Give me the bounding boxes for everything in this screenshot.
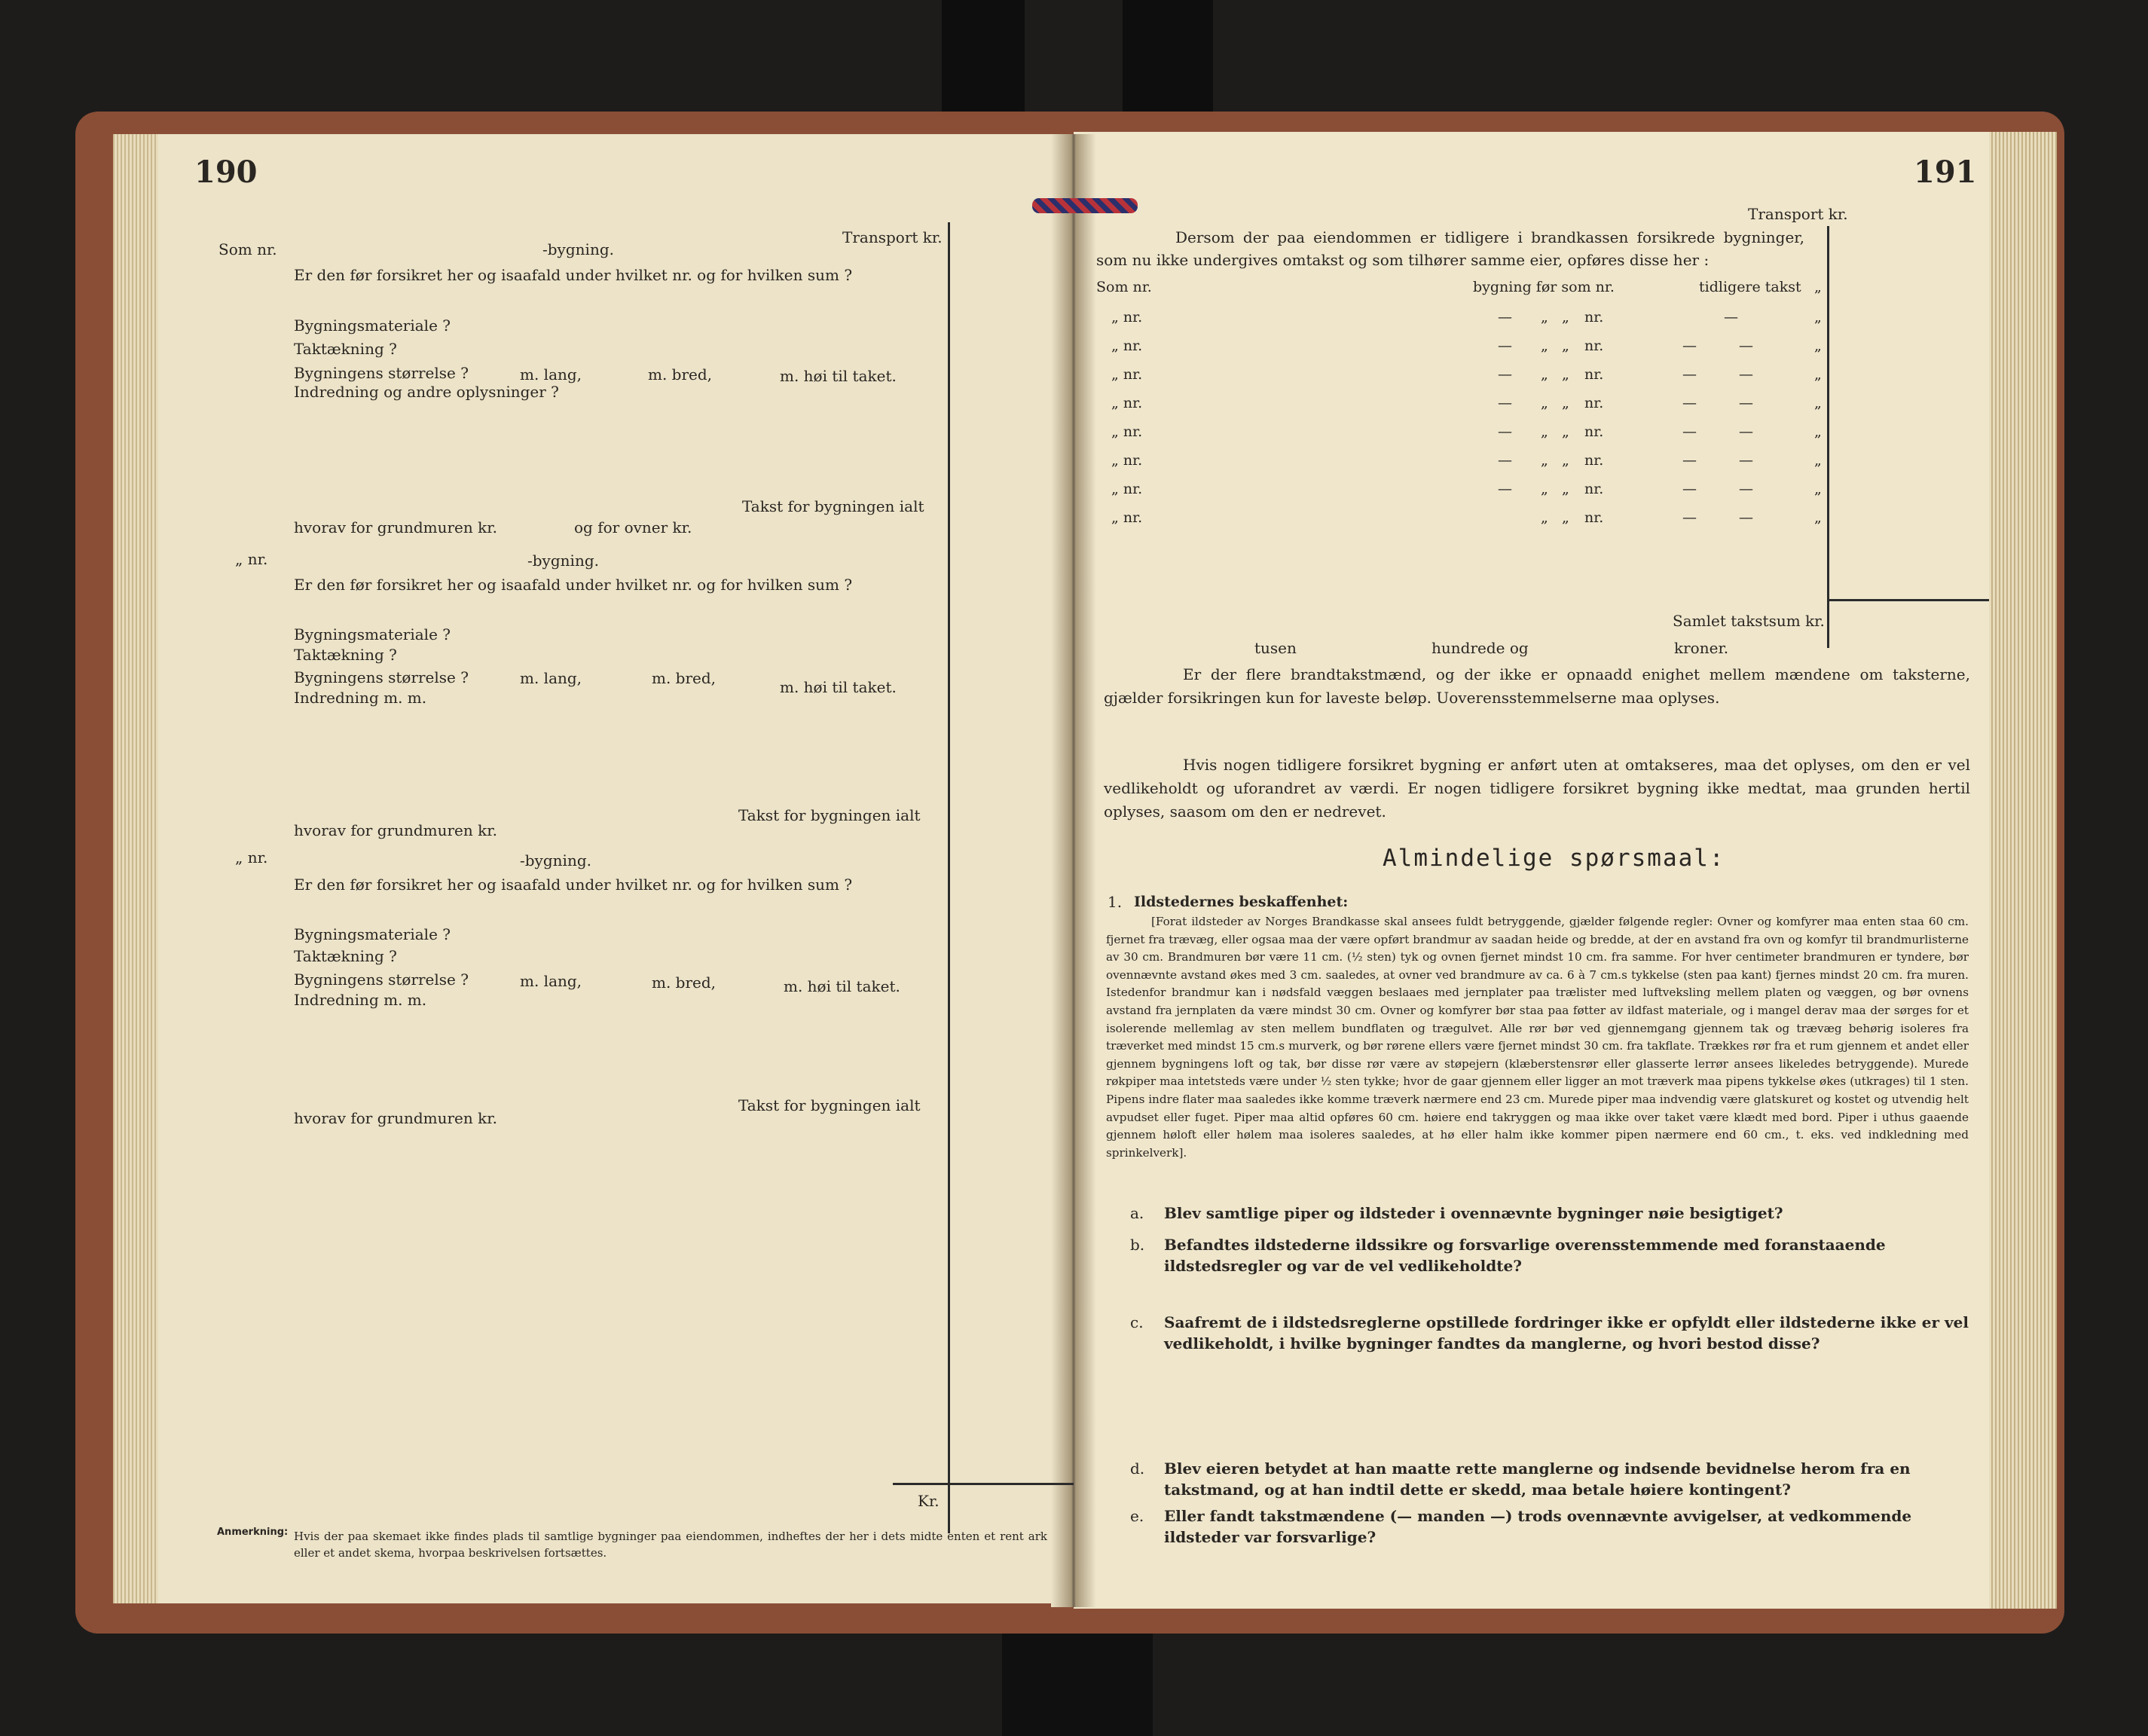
nr-short: nr. <box>1584 309 1604 326</box>
intro-text: Dersom der paa eiendommen er tidligere i brandkassen forsikrede bygninger, som nu ikke undergives omtakst og som tilhører samme eier, opføres disse her : <box>1096 228 1804 269</box>
hvis-paragraph: Hvis nogen tidligere forsikret bygning er anført uten at omtakseres, maa det oplyses, om den er vel vedlikeholdt og uforandret av værdi. Er nogen tidligere forsikret bygning ikke medtat, maa grunden hertil oplyses, saasom om den er nedrevet. <box>1104 756 1970 821</box>
samlet-label: Samlet takstsum kr. <box>1673 612 1825 630</box>
background-shadow <box>1002 1628 1153 1736</box>
dash: — <box>1498 395 1512 411</box>
tusen-label: tusen <box>1254 639 1297 657</box>
m-bred-label: m. bred, <box>652 973 717 992</box>
tak-label: Taktækning ? <box>294 947 397 965</box>
m-bred-label: m. bred, <box>648 365 713 384</box>
q1-number: 1. <box>1108 893 1123 911</box>
quote-mark: „ <box>1814 423 1822 440</box>
almindelige-title: Almindelige spørsmaal: <box>1383 845 1725 872</box>
bookmark-ribbon <box>1032 198 1138 213</box>
tak-label: Taktækning ? <box>294 340 397 358</box>
total-rule <box>1827 599 1989 601</box>
quote-mark: „ <box>1814 452 1822 469</box>
tak-label: Taktækning ? <box>294 646 397 664</box>
material-label: Bygningsmateriale ? <box>294 925 451 943</box>
qa-letter: a. <box>1130 1204 1144 1222</box>
takst-label: Takst for bygningen ialt <box>738 806 921 824</box>
grund-label: hvorav for grundmuren kr. <box>294 518 497 536</box>
quote-mark: „ <box>1562 395 1569 411</box>
dash: — <box>1724 309 1738 326</box>
quote-mark: „ <box>1562 309 1569 326</box>
hundrede-label: hundrede og <box>1431 639 1529 657</box>
m-bred-label: m. bred, <box>652 669 717 687</box>
nr-short: nr. <box>1584 452 1604 469</box>
dash: — <box>1739 338 1753 354</box>
kroner-label: kroner. <box>1674 639 1729 657</box>
nr-short: nr. <box>1584 481 1604 497</box>
page-edges-left <box>113 134 158 1603</box>
quote-mark: „ <box>1562 452 1569 469</box>
page-number-right: 191 <box>1914 154 1977 190</box>
size-label: Bygningens størrelse ? <box>294 364 469 382</box>
material-label: Bygningsmateriale ? <box>294 316 451 335</box>
quote-mark: „ <box>1814 366 1822 383</box>
quote-mark: „ <box>1541 452 1548 469</box>
som-nr-label: Som nr. <box>1096 279 1152 295</box>
quote-mark: „ <box>1562 423 1569 440</box>
grund-label: hvorav for grundmuren kr. <box>294 1109 497 1127</box>
dash: — <box>1682 509 1697 526</box>
quote-mark: „ <box>1814 338 1822 354</box>
dash: — <box>1739 452 1753 469</box>
dash: — <box>1682 366 1697 383</box>
dash: — <box>1739 423 1753 440</box>
quote-mark: „ <box>1541 395 1548 411</box>
qb-letter: b. <box>1130 1236 1145 1254</box>
quote-mark: „ <box>1814 395 1822 411</box>
nr-label: „ nr. <box>1111 395 1143 411</box>
book-gutter <box>1051 134 1096 1607</box>
page-number-left: 190 <box>194 154 258 190</box>
nr-label: „ nr. <box>1111 309 1143 326</box>
bygning-label: -bygning. <box>520 851 591 870</box>
material-label: Bygningsmateriale ? <box>294 625 451 643</box>
nr-label: „ nr. <box>1111 366 1143 383</box>
fireplace-rules: [Forat ildsteder av Norges Brandkasse skal ansees fuldt betryggende, gjælder følgende regler: Ovner og komfyrer maa enten staa 60 cm. fjernet fra trævæg, eller ogsaa maa der være opført brandmur av saadan heide og bredde, at der en avstand fra ovn og komfyr til brandmurlisterne av 30 cm. Brandmuren bør være 11 cm. (½ sten) tyk og ovnen fjernet mindst 10 cm. fra samme. For hver centimeter brandmuren er tyndere, bør ovennævnte avstand økes med 3 cm. saaledes, at ovner ved brandmure av ca. 6 à 7 cm.s tykkelse (sten paa kant) fjernes mindst 20 cm. fra muren. Istedenfor brandmur kan i nødsfald væggen beslaaes med jernplater paa trælister med luftveksling mellem platen og væggen, og bør ovnens avstand fra jernplaten da være mindst 30 cm. Ovner og komfyrer bør staa paa føtter av ildfast materiale, og i mangel derav maa der sørges for et isolerende mellemlag av sten mellem bundflaten og trægulvet. Alle rør bør ved gjennemgang gjennem tak og trævæg behørig isoleres fra træverket med mindst 15 cm.s murverk, og bør rørene ellers være fjernet mindst 30 cm. fra takflate. Trækkes rør fra et rum gjennem et andet eller gjennem bygningens loft og tak, bør disse rør være av støpejern (klæberstensrør eller glasserte lerrør ansees likeledes betryggende). Murede røkpiper maa intetsteds være under ½ sten tykke; hvor de gaar gjennem eller ligger an mot træverk maa pipens tykkelse økes (utkrages) til 1 sten. Pipens indre flater maa saaledes ikke komme træverk nærmere end 23 cm. Murede piper maa indvendig være glatskuret og kostet og utvendig helt avpudset eller fuget. Piper maa altid opføres 60 cm. høiere end takryggen og maa ikke over taket være klædt med bord. Piper i uthus gaaende gjennem høloft eller hølem maa isoleres saaledes, at hø eller halm ikke kommer pipen nærmere end 60 cm., t. eks. ved indkledning med sprinkelverk]. <box>1106 915 1969 1160</box>
nr-short: nr. <box>1584 509 1604 526</box>
m-hoi-label: m. høi til taket. <box>780 678 897 696</box>
dash: — <box>1682 395 1697 411</box>
m-hoi-label: m. høi til taket. <box>784 977 900 995</box>
indredning-label: Indredning og andre oplysninger ? <box>294 383 559 401</box>
quote-mark: „ <box>1562 366 1569 383</box>
nr-short: nr. <box>1584 395 1604 411</box>
dash: — <box>1498 452 1512 469</box>
qd-letter: d. <box>1130 1459 1145 1478</box>
quote-mark: „ <box>1541 366 1548 383</box>
transport-label: Transport kr. <box>842 228 943 246</box>
tidligere-label: tidligere takst <box>1699 279 1801 295</box>
dash: — <box>1682 481 1697 497</box>
dash: — <box>1498 309 1512 326</box>
qe-letter: e. <box>1130 1507 1144 1525</box>
dash: — <box>1682 452 1697 469</box>
forsikret-question: Er den før forsikret her og isaafald under hvilket nr. og for hvilken sum ? <box>294 576 853 594</box>
nr-short: nr. <box>1584 423 1604 440</box>
quote-mark: „ <box>1814 279 1822 295</box>
nr-short: nr. <box>1584 338 1604 354</box>
question-a: Blev samtlige piper og ildsteder i ovennævnte bygninger nøie besigtiget? <box>1164 1204 1783 1222</box>
anmerkning-label: Anmerkning: <box>217 1527 289 1538</box>
quote-mark: „ <box>1814 481 1822 497</box>
size-label: Bygningens størrelse ? <box>294 970 469 989</box>
dash: — <box>1682 423 1697 440</box>
indredning-label: Indredning m. m. <box>294 991 427 1009</box>
background-shadow <box>1123 0 1213 113</box>
nr-label: „ nr. <box>1111 481 1143 497</box>
qc-letter: c. <box>1130 1313 1144 1331</box>
question-b: Befandtes ildstederne ildssikre og forsvarlige overensstemmende med foranstaaende ildstedsregler og var de vel vedlikeholdte? <box>1164 1236 1886 1275</box>
dash: — <box>1739 395 1753 411</box>
takst-label: Takst for bygningen ialt <box>738 1096 921 1114</box>
column-rule <box>948 222 950 1533</box>
total-rule <box>893 1483 1074 1485</box>
quote-mark: „ <box>1541 338 1548 354</box>
dash: — <box>1498 366 1512 383</box>
size-label: Bygningens størrelse ? <box>294 668 469 686</box>
quote-mark: „ <box>1541 481 1548 497</box>
anmerkning-text: Hvis der paa skemaet ikke findes plads til samtlige bygninger paa eiendommen, indheftes der her i dets midte enten et rent ark eller et andet skema, hvorpaa beskrivelsen fortsættes. <box>294 1530 1047 1560</box>
nr-label: „ nr. <box>235 848 268 866</box>
transport-label: Transport kr. <box>1748 205 1848 223</box>
quote-mark: „ <box>1562 509 1569 526</box>
quote-mark: „ <box>1541 509 1548 526</box>
forsikret-question: Er den før forsikret her og isaafald under hvilket nr. og for hvilken sum ? <box>294 876 853 894</box>
dash: — <box>1739 366 1753 383</box>
background-shadow <box>942 0 1025 113</box>
question-e: Eller fandt takstmændene (— manden —) trods ovennævnte avvigelser, at vedkommende ildsteder var forsvarlige? <box>1164 1507 1912 1546</box>
indredning-label: Indredning m. m. <box>294 689 427 707</box>
dash: — <box>1498 338 1512 354</box>
nr-label: „ nr. <box>1111 423 1143 440</box>
forsikret-question: Er den før forsikret her og isaafald under hvilket nr. og for hvilken sum ? <box>294 266 853 284</box>
nr-label: „ nr. <box>1111 452 1143 469</box>
ovner-label: og for ovner kr. <box>574 518 692 536</box>
dash: — <box>1682 338 1697 354</box>
nr-short: nr. <box>1584 366 1604 383</box>
dash: — <box>1498 481 1512 497</box>
m-lang-label: m. lang, <box>520 365 582 384</box>
flere-paragraph: Er der flere brandtakstmænd, og der ikke er opnaadd enighet mellem mændene om taksterne, gjælder forsikringen kun for laveste beløp. Uoverensstemmelserne maa oplyses. <box>1104 665 1970 707</box>
m-hoi-label: m. høi til taket. <box>780 367 897 385</box>
left-page <box>113 134 1070 1603</box>
kr-label: Kr. <box>918 1492 940 1510</box>
quote-mark: „ <box>1541 423 1548 440</box>
question-c: Saafremt de i ildstedsreglerne opstillede fordringer ikke er opfyldt eller ildstederne ikke er vel vedlikeholdt, i hvilke bygninger fandtes da manglerne, og hvori bestod disse? <box>1164 1313 1969 1352</box>
bygning-for-label: bygning før som nr. <box>1473 279 1615 295</box>
quote-mark: „ <box>1814 309 1822 326</box>
bygning-label: -bygning. <box>542 240 614 258</box>
quote-mark: „ <box>1562 338 1569 354</box>
column-rule <box>1827 226 1829 648</box>
page-edges-right <box>1989 132 2057 1609</box>
q1-title: Ildstedernes beskaffenhet: <box>1134 894 1349 910</box>
dash: — <box>1498 423 1512 440</box>
m-lang-label: m. lang, <box>520 669 582 687</box>
question-d: Blev eieren betydet at han maatte rette manglerne og indsende bevidnelse herom fra en takstmand, og at han indtil dette er skedd, maa betale høiere kontingent? <box>1164 1459 1911 1499</box>
quote-mark: „ <box>1562 481 1569 497</box>
dash: — <box>1739 509 1753 526</box>
som-nr-label: Som nr. <box>218 240 277 258</box>
bygning-label: -bygning. <box>527 552 599 570</box>
dash: — <box>1739 481 1753 497</box>
nr-label: „ nr. <box>1111 338 1143 354</box>
nr-label: „ nr. <box>235 550 268 568</box>
quote-mark: „ <box>1814 509 1822 526</box>
nr-label: „ nr. <box>1111 509 1143 526</box>
m-lang-label: m. lang, <box>520 972 582 990</box>
quote-mark: „ <box>1541 309 1548 326</box>
takst-label: Takst for bygningen ialt <box>742 497 924 515</box>
grund-label: hvorav for grundmuren kr. <box>294 821 497 839</box>
